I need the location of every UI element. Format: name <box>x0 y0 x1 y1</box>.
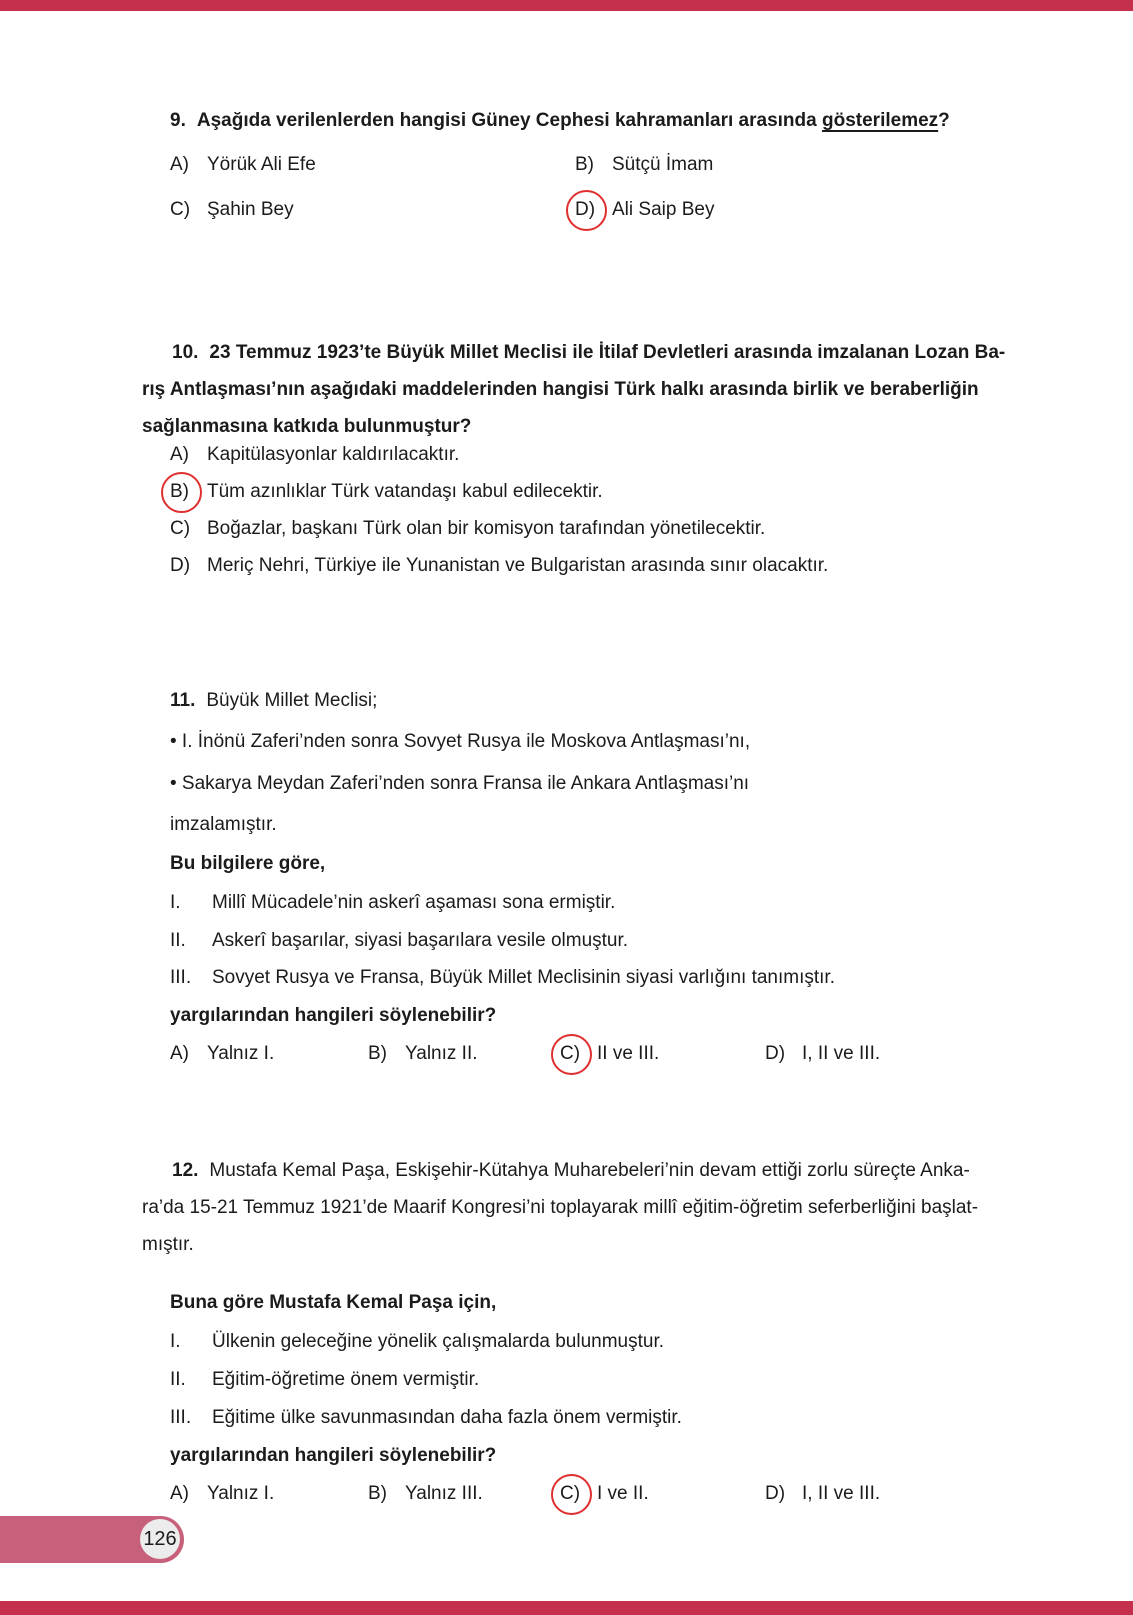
q12-answer-circle-mark <box>560 1481 597 1507</box>
question-11-intro: Büyük Millet Meclisi; <box>206 690 378 711</box>
q12-option-b-text: Yalnız III. <box>405 1483 483 1504</box>
q12-option-a-text: Yalnız I. <box>207 1483 275 1504</box>
top-edge-accent-bar <box>0 0 1133 11</box>
question-10-line1 <box>172 340 1005 366</box>
q11-option-d <box>765 1041 880 1067</box>
q9-option-a <box>170 152 316 178</box>
q10-option-c-text: Boğazlar, başkanı Türk olan bir komisyon tarafından yönetilecektir. <box>207 518 766 539</box>
q9-answer-circle-mark <box>575 197 612 223</box>
q9-option-a-text: Yörük Ali Efe <box>207 154 316 175</box>
q12-item-1 <box>170 1329 664 1355</box>
question-12-line2: ra’da 15-21 Temmuz 1921’de Maarif Kongresi’ni toplayarak millî eğitim-öğretim seferberliğini başlat- <box>142 1197 979 1218</box>
q9-option-d-text: Ali Saip Bey <box>612 199 715 220</box>
q11-closing: imzalamıştır. <box>170 814 277 835</box>
q11-question-line: yargılarından hangileri söylenebilir? <box>170 1005 497 1026</box>
q11-option-c <box>560 1041 659 1067</box>
q11-option-b-letter: B) <box>368 1043 387 1064</box>
question-10-number: 10. <box>172 342 199 363</box>
page-footer-bar <box>0 1516 184 1563</box>
q12-item-2-text: Eğitim-öğretime önem vermiştir. <box>212 1369 480 1390</box>
q12-option-a <box>170 1481 274 1507</box>
q11-option-d-letter: D) <box>765 1043 786 1064</box>
q11-item-1 <box>170 890 615 916</box>
q10-option-b <box>170 479 603 505</box>
q10-option-c-letter: C) <box>170 518 191 539</box>
q12-option-c <box>560 1481 649 1507</box>
q10-option-d-letter: D) <box>170 555 191 576</box>
q11-item-3 <box>170 965 835 991</box>
question-10-text-line1: 23 Temmuz 1923’te Büyük Millet Meclisi ile İtilaf Devletleri arasında imzalanan Lozan Ba- <box>209 342 1006 363</box>
q9-option-b <box>575 152 713 178</box>
q11-option-a-letter: A) <box>170 1043 189 1064</box>
q12-item-3-numeral: III. <box>170 1407 192 1428</box>
q12-option-b <box>368 1481 483 1507</box>
q11-option-b <box>368 1041 478 1067</box>
q11-option-c-letter: C) <box>560 1043 581 1064</box>
q11-lead: Bu bilgilere göre, <box>170 853 326 874</box>
q11-item-1-numeral: I. <box>170 892 181 913</box>
q12-option-d-text: I, II ve III. <box>802 1483 881 1504</box>
q12-item-3 <box>170 1405 682 1431</box>
bottom-edge-accent-bar <box>0 1601 1133 1615</box>
question-12-number: 12. <box>172 1160 199 1181</box>
question-10-line2: rış Antlaşması’nın aşağıdaki maddelerinden hangisi Türk halkı arasında birlik ve beraberliğin <box>142 379 979 400</box>
q11-bullet-2: • Sakarya Meydan Zaferi’nden sonra Fransa ile Ankara Antlaşması’nı <box>170 773 750 794</box>
q12-option-a-letter: A) <box>170 1483 189 1504</box>
page-number: 126 <box>143 1527 177 1550</box>
q11-option-a <box>170 1041 274 1067</box>
q11-item-2-numeral: II. <box>170 930 186 951</box>
q9-option-a-letter: A) <box>170 154 189 175</box>
q9-option-b-text: Sütçü İmam <box>612 154 714 175</box>
q10-option-c <box>170 516 765 542</box>
question-9-underlined-word: gösterilemez <box>822 110 939 131</box>
q12-option-d <box>765 1481 880 1507</box>
q11-bullet-1: • I. İnönü Zaferi’nden sonra Sovyet Rusya ile Moskova Antlaşması’nı, <box>170 731 751 752</box>
q9-option-d-letter: D) <box>575 199 596 220</box>
q9-option-b-letter: B) <box>575 154 594 175</box>
page-number-badge <box>140 1519 180 1559</box>
q12-item-1-text: Ülkenin geleceğine yönelik çalışmalarda bulunmuştur. <box>212 1331 665 1352</box>
q12-item-2-numeral: II. <box>170 1369 186 1390</box>
question-10-line3: sağlanmasına katkıda bulunmuştur? <box>142 416 472 437</box>
q12-item-2 <box>170 1367 479 1393</box>
q12-item-1-numeral: I. <box>170 1331 181 1352</box>
q11-option-a-text: Yalnız I. <box>207 1043 275 1064</box>
q10-option-d <box>170 553 828 579</box>
q12-option-c-text: I ve II. <box>597 1483 649 1504</box>
q12-item-3-text: Eğitime ülke savunmasından daha fazla önem vermiştir. <box>212 1407 682 1428</box>
q11-option-c-text: II ve III. <box>597 1043 660 1064</box>
q12-option-c-letter: C) <box>560 1483 581 1504</box>
q10-option-b-text: Tüm azınlıklar Türk vatandaşı kabul edilecektir. <box>207 481 603 502</box>
q11-item-3-text: Sovyet Rusya ve Fransa, Büyük Millet Meclisinin siyasi varlığını tanımıştır. <box>212 967 835 988</box>
question-9-number: 9. <box>170 110 186 131</box>
q11-item-2-text: Askerî başarılar, siyasi başarılara vesile olmuştur. <box>212 930 629 951</box>
question-11-number: 11. <box>170 690 196 711</box>
q9-option-c-text: Şahin Bey <box>207 199 294 220</box>
question-9-title <box>170 108 950 134</box>
question-9-text: Aşağıda verilenlerden hangisi Güney Cephesi kahramanları arasında <box>196 110 822 131</box>
question-12-line1 <box>172 1158 970 1184</box>
q11-item-1-text: Millî Mücadele’nin askerî aşaması sona ermiştir. <box>212 892 616 913</box>
q9-option-c <box>170 197 294 223</box>
q12-question-line: yargılarından hangileri söylenebilir? <box>170 1445 497 1466</box>
q11-item-2 <box>170 928 628 954</box>
q10-option-a-letter: A) <box>170 444 189 465</box>
q12-option-d-letter: D) <box>765 1483 786 1504</box>
q10-answer-circle-mark <box>170 479 207 505</box>
q10-option-a-text: Kapitülasyonlar kaldırılacaktır. <box>207 444 460 465</box>
question-12-line3: mıştır. <box>142 1234 194 1255</box>
q10-option-d-text: Meriç Nehri, Türkiye ile Yunanistan ve Bulgaristan arasında sınır olacaktır. <box>207 555 829 576</box>
q9-option-d <box>575 197 714 223</box>
question-12-text-line1: Mustafa Kemal Paşa, Eskişehir-Kütahya Muharebeleri’nin devam ettiği zorlu süreçte Anka- <box>209 1160 970 1181</box>
question-9-suffix: ? <box>938 110 950 131</box>
q12-lead: Buna göre Mustafa Kemal Paşa için, <box>170 1292 497 1313</box>
q11-option-d-text: I, II ve III. <box>802 1043 881 1064</box>
q11-item-3-numeral: III. <box>170 967 192 988</box>
q11-option-b-text: Yalnız II. <box>405 1043 478 1064</box>
q9-option-c-letter: C) <box>170 199 191 220</box>
question-11-title <box>170 688 377 714</box>
q10-option-b-letter: B) <box>170 481 189 502</box>
q11-answer-circle-mark <box>560 1041 597 1067</box>
q12-option-b-letter: B) <box>368 1483 387 1504</box>
q10-option-a <box>170 442 459 468</box>
